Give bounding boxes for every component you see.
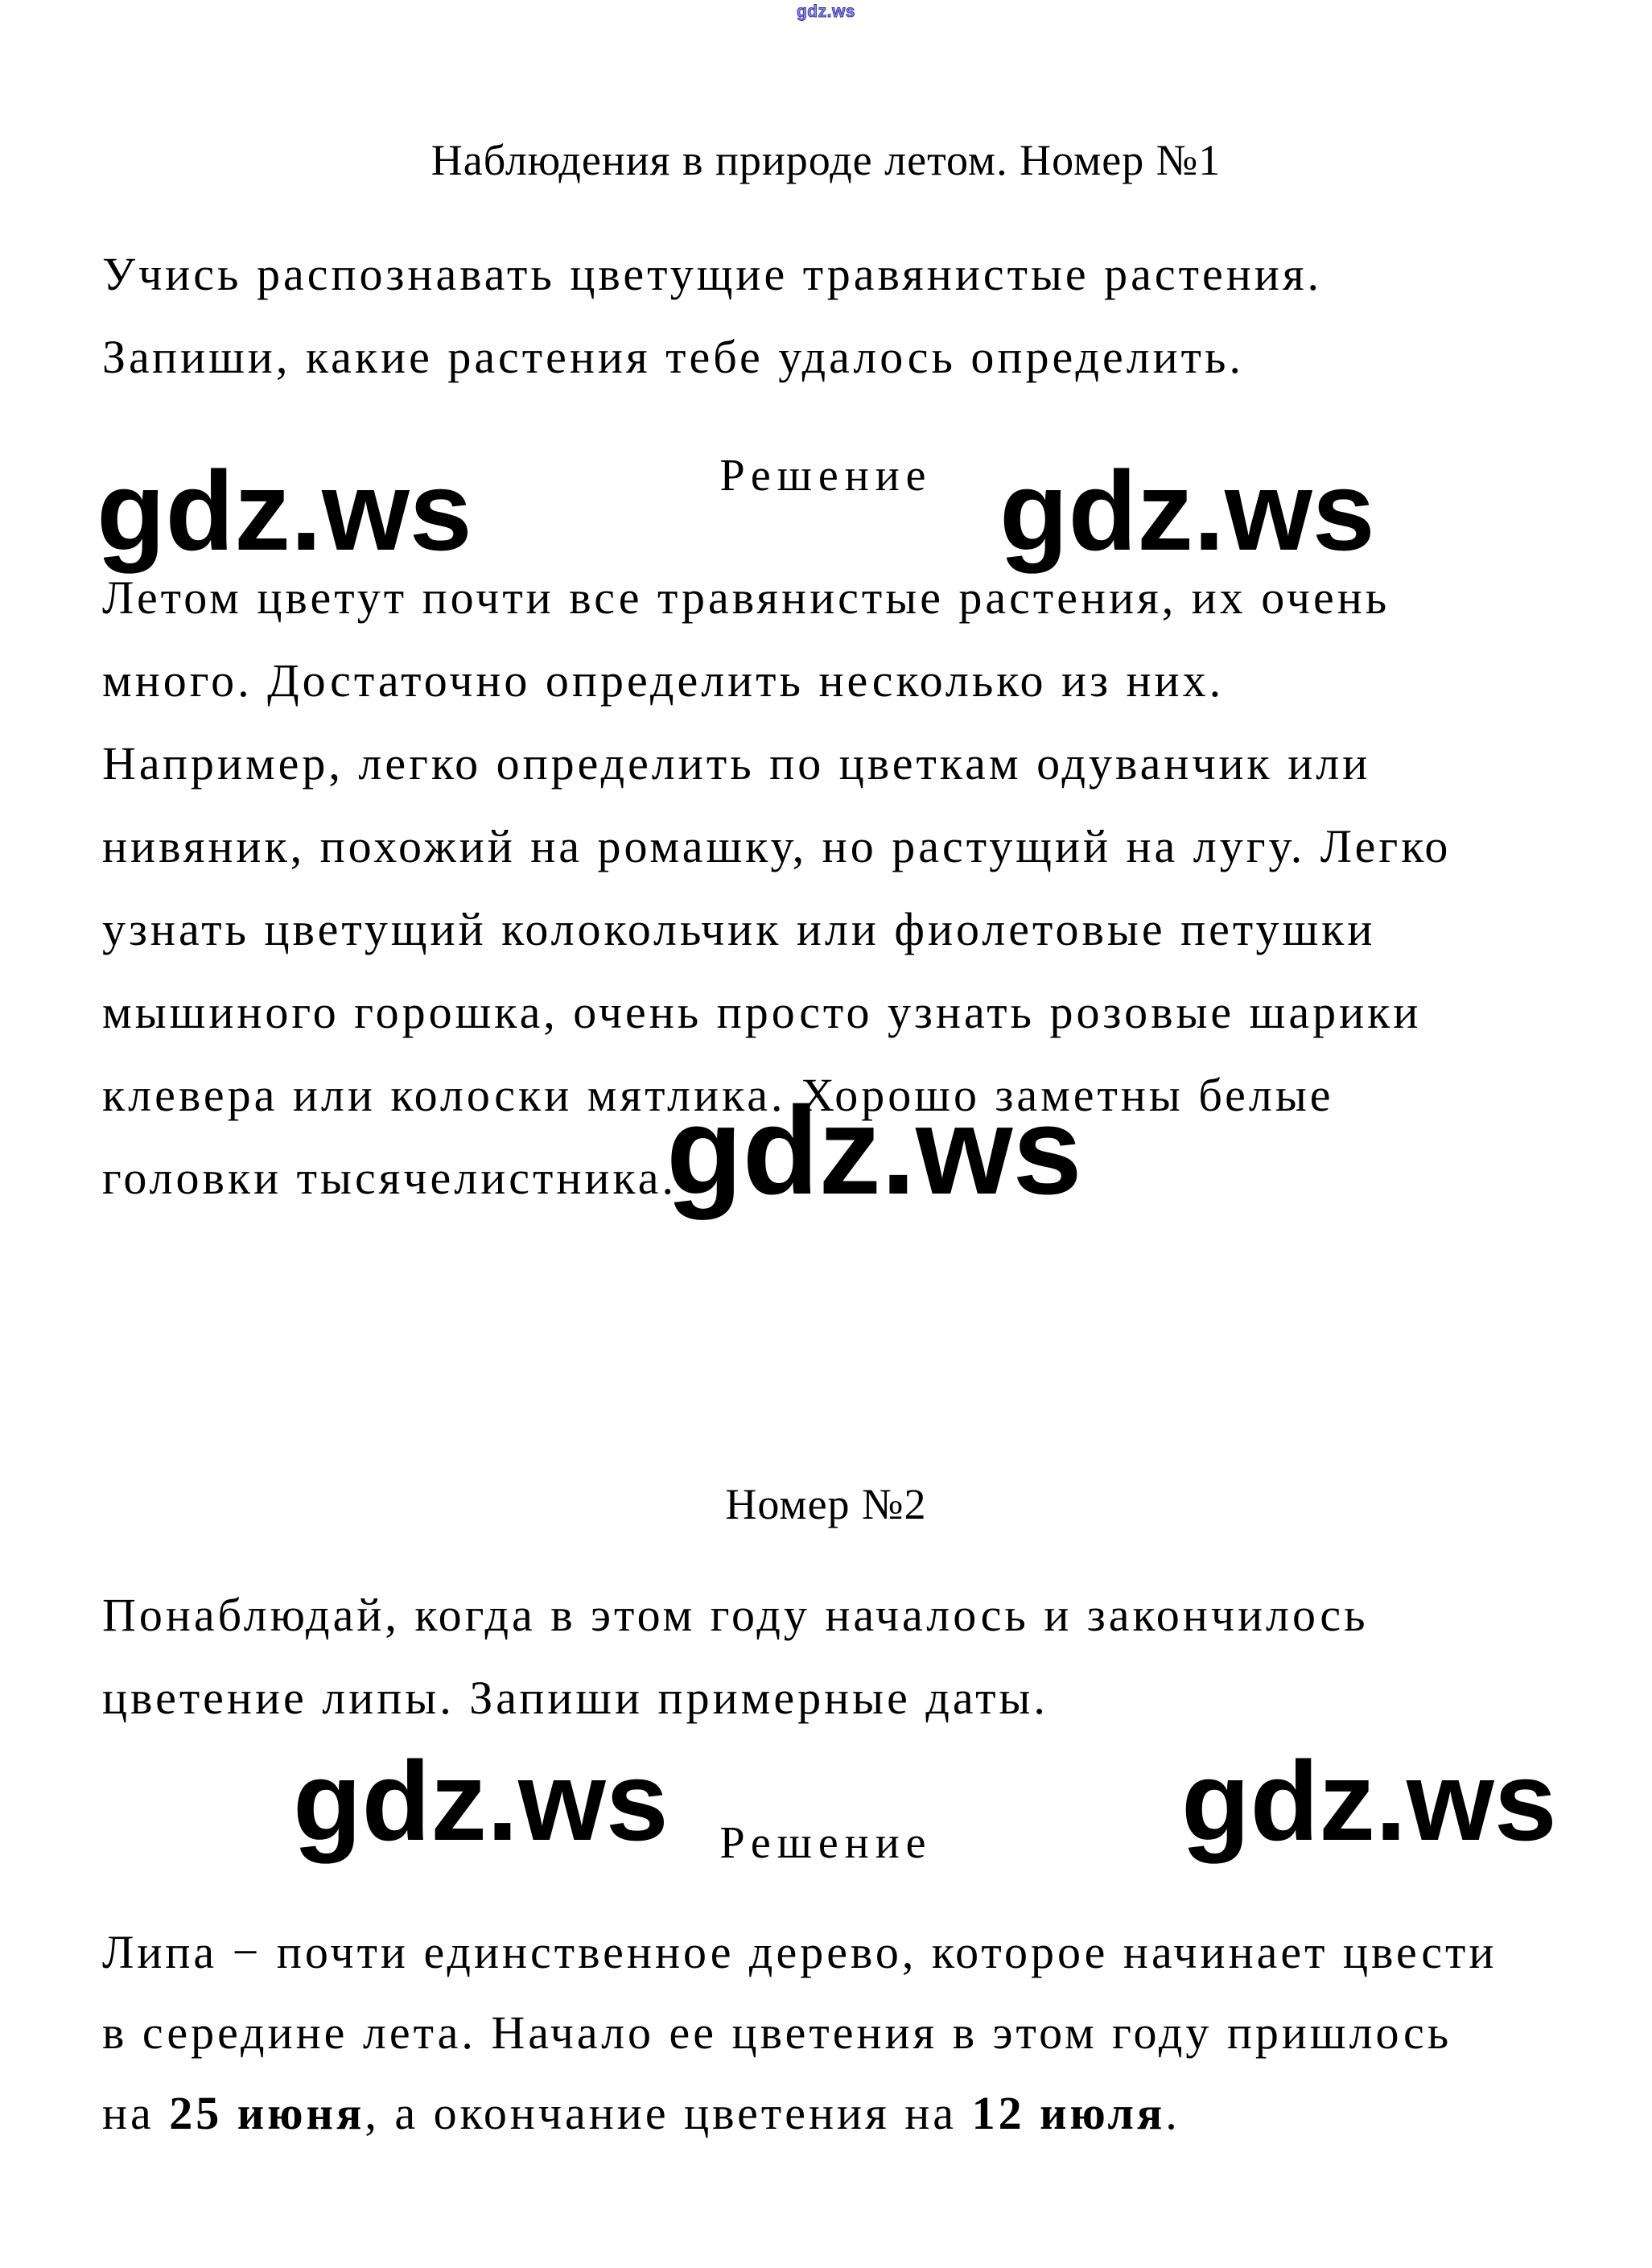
text-span: . xyxy=(1165,2087,1180,2139)
section2-title: Номер №2 xyxy=(725,1480,927,1528)
solution2-line xyxy=(102,2073,1497,2154)
text-span: на xyxy=(102,2087,170,2139)
task2-line: Понаблюдай, когда в этом году началось и закончилось xyxy=(102,1589,1369,1641)
solution2-heading: Решение xyxy=(719,1818,933,1868)
gdz-watermark: gdz.ws xyxy=(666,1081,1082,1220)
gdz-watermark: gdz.ws xyxy=(97,447,472,574)
solution1-line: много. Достаточно определить несколько из них. xyxy=(102,654,1225,707)
bloom-start-date: 25 июня xyxy=(169,2087,365,2139)
task1-line: Учись распознавать цветущие травянистые растения. xyxy=(102,248,1323,300)
solution1-line: клевера или колоски мятлика. Хорошо заметны белые xyxy=(102,1069,1334,1121)
task1-text xyxy=(102,233,1322,398)
solution1-heading: Решение xyxy=(719,451,933,501)
bloom-end-date: 12 июля xyxy=(971,2087,1166,2139)
task1-line: Запиши, какие растения тебе удалось определить. xyxy=(102,331,1244,383)
task2-line: цветение липы. Запиши примерные даты. xyxy=(102,1672,1048,1724)
solution1-line: нивяник, похожий на ромашку, но растущий на лугу. Легко xyxy=(102,820,1452,872)
solution1-line: Например, легко определить по цветкам одуванчик или xyxy=(102,737,1371,790)
solution1-line: мышиного горошка, очень просто узнать розовые шарики xyxy=(102,986,1422,1038)
solution2-line: в середине лета. Начало ее цветения в этом году пришлось xyxy=(102,2006,1452,2059)
solution1-line: головки тысячелистника. xyxy=(102,1152,677,1204)
solution1-line: узнать цветущий колокольчик или фиолетовые петушки xyxy=(102,903,1376,955)
solution2-text xyxy=(102,1912,1497,2154)
solution1-line: Летом цветут почти все травянистые растения, их очень xyxy=(102,571,1390,624)
section1-title: Наблюдения в природе летом. Номер №1 xyxy=(431,136,1221,184)
gdz-watermark: gdz.ws xyxy=(293,1738,669,1864)
text-span: , а окончание цветения на xyxy=(365,2087,972,2139)
gdz-watermark-top: gdz.ws xyxy=(796,2,855,21)
solution2-line: Липа − почти единственное дерево, которое начинает цвести xyxy=(102,1926,1498,1978)
gdz-watermark: gdz.ws xyxy=(1181,1738,1557,1864)
task2-text xyxy=(102,1573,1369,1739)
gdz-watermark: gdz.ws xyxy=(999,447,1375,574)
